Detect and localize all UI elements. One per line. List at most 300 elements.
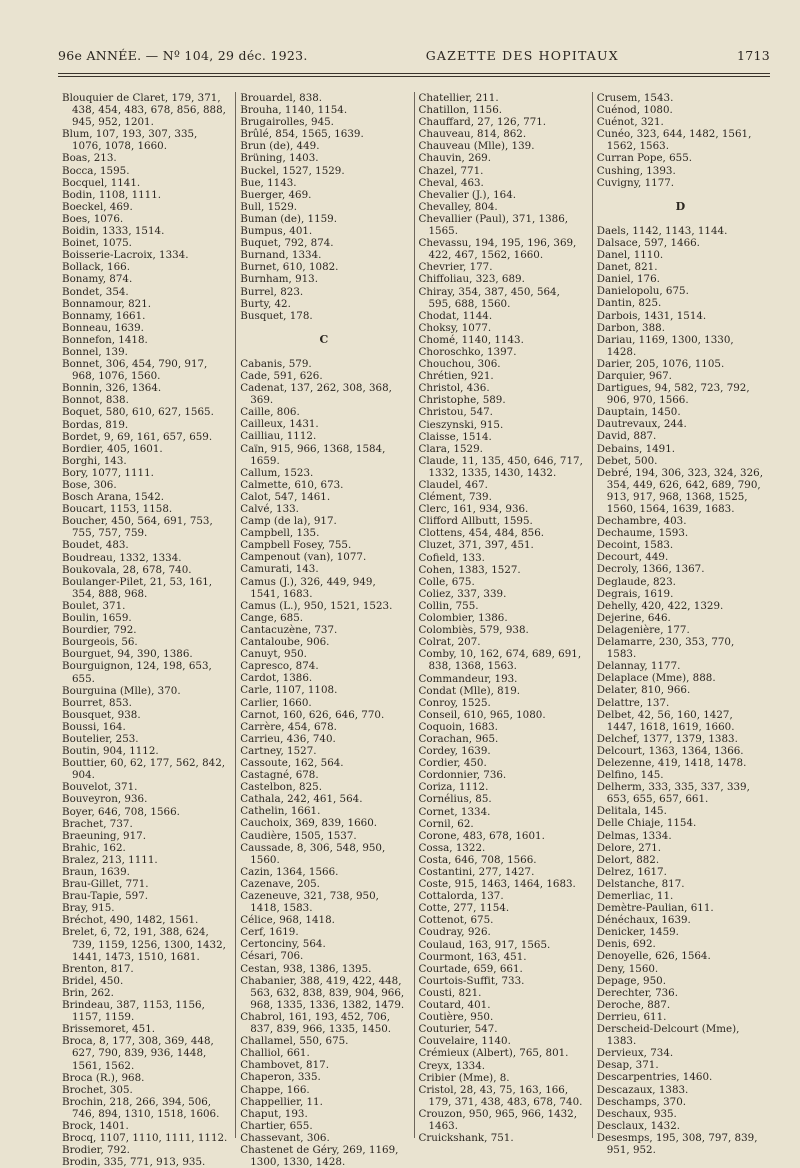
index-entry: Corone, 483, 678, 1601. xyxy=(418,829,545,842)
index-entry: Bridel, 450. xyxy=(62,974,124,987)
index-entry: Coutard, 401. xyxy=(418,999,491,1012)
index-entry: Brochin, 218, 266, 394, 506, 746, 894, 1310, 1518, 1606. xyxy=(62,1095,220,1120)
index-entry: Bonnamy, 1661. xyxy=(62,309,146,322)
page-number: 1713 xyxy=(736,48,770,63)
index-entry: Danielopolu, 675. xyxy=(596,285,689,298)
index-entry: Delort, 882. xyxy=(596,853,660,866)
index-entry: Chevalier (J.), 164. xyxy=(418,188,517,201)
index-entry: Daels, 1142, 1143, 1144. xyxy=(596,224,728,237)
index-entry: Clément, 739. xyxy=(418,491,492,504)
index-entry: Dantin, 825. xyxy=(596,297,662,310)
index-entry: Cornil, 62. xyxy=(418,817,474,830)
index-entry: Brindeau, 387, 1153, 1156, 1157, 1159. xyxy=(62,999,205,1024)
index-entry: Cazin, 1364, 1566. xyxy=(240,865,339,878)
index-entry: Colrat, 207. xyxy=(418,636,481,649)
index-entry: Brenton, 817. xyxy=(62,962,134,975)
index-entry: Boinet, 1075. xyxy=(62,237,132,250)
index-entry: Bocquel, 1141. xyxy=(62,176,141,189)
index-entry: Cribier (Mme), 8. xyxy=(418,1071,510,1084)
index-entry: Cossa, 1322. xyxy=(418,841,486,854)
index-entry: Bonnet, 306, 454, 790, 917, 968, 1076, 1560. xyxy=(62,358,208,383)
index-entry: Chauveau (Mlle), 139. xyxy=(418,140,535,153)
issue-info: 96e ANNÉE. — Nº 104, 29 déc. 1923. xyxy=(58,48,308,63)
index-entry: Boisserie-Lacroix, 1334. xyxy=(62,249,189,262)
index-entry: Brüning, 1403. xyxy=(240,152,319,165)
index-entry: Braun, 1639. xyxy=(62,866,130,878)
index-entry: Dejerine, 646. xyxy=(596,611,671,624)
index-entry: Clifford Allbutt, 1595. xyxy=(418,515,533,528)
index-entry: Courtois-Suffit, 733. xyxy=(418,974,525,987)
index-entry: Brûlé, 854, 1565, 1639. xyxy=(240,128,364,141)
index-entry: Cieszynski, 915. xyxy=(418,418,504,431)
index-entry: Caussade, 8, 306, 548, 950, 1560. xyxy=(240,841,386,866)
index-entry: Chappellier, 11. xyxy=(240,1095,323,1108)
index-entry: Daniel, 176. xyxy=(596,273,660,286)
index-entry: Bourguina (Mlle), 370. xyxy=(62,684,181,697)
index-entry: Campenout (van), 1077. xyxy=(240,551,367,564)
index-entry: Boyer, 646, 708, 1566. xyxy=(62,805,180,818)
index-entry: Chrétien, 921. xyxy=(418,370,494,383)
index-entry: Conseil, 610, 965, 1080. xyxy=(418,708,546,721)
index-entry: Decourt, 449. xyxy=(596,551,669,564)
index-entry: Christophe, 589. xyxy=(418,394,506,407)
index-entry: Bonnefon, 1418. xyxy=(62,333,148,346)
index-entry: Christol, 436. xyxy=(418,382,490,395)
index-entry: Cofield, 133. xyxy=(418,551,485,564)
index-entry: Cazeneuve, 321, 738, 950, 1418, 1583. xyxy=(240,890,379,915)
index-entry: Campbell, 135. xyxy=(240,527,320,540)
index-entry: Buman (de), 1159. xyxy=(240,212,337,225)
index-entry: Chambovet, 817. xyxy=(240,1059,329,1072)
index-entry: Decroly, 1366, 1367. xyxy=(596,563,705,576)
index-entry: Bodin, 1108, 1111. xyxy=(62,188,162,201)
index-entry: Bonnot, 838. xyxy=(62,394,129,407)
section-letter: D xyxy=(675,199,686,213)
index-entry: Chaperon, 335. xyxy=(240,1071,321,1084)
index-entry: Delherm, 333, 335, 337, 339, 653, 655, 657, 661. xyxy=(596,781,750,806)
index-column-2 xyxy=(236,92,414,1168)
index-entry: Chabrol, 161, 193, 452, 706, 837, 839, 966, 1335, 1450. xyxy=(240,1010,392,1036)
index-entry: Bonnin, 326, 1364. xyxy=(62,382,162,395)
index-entry: Delrez, 1617. xyxy=(596,865,667,878)
index-entry: Cade, 591, 626. xyxy=(240,369,323,382)
index-entry: Desesmps, 195, 308, 797, 839, 951, 952. xyxy=(596,1131,758,1156)
index-column-1 xyxy=(58,92,236,1168)
index-entry: Desclaux, 1432. xyxy=(596,1119,681,1132)
index-entry: Cailliau, 1112. xyxy=(240,430,317,443)
index-entry: Capresco, 874. xyxy=(240,660,319,673)
index-entry: Burnham, 913. xyxy=(240,273,319,286)
index-entry: Denoyelle, 626, 1564. xyxy=(596,950,711,963)
index-entry: Bull, 1529. xyxy=(240,200,298,213)
index-entry: Cornélius, 85. xyxy=(418,793,492,806)
index-entry: Dariau, 1169, 1300, 1330, 1428. xyxy=(596,333,734,358)
index-entry: Burrel, 823. xyxy=(240,285,304,298)
index-entry: Cornet, 1334. xyxy=(418,805,491,818)
index-entry: Dénéchaux, 1639. xyxy=(596,914,691,927)
index-entry: Cazenave, 205. xyxy=(240,877,320,890)
index-entry: Coriza, 1112. xyxy=(418,781,489,794)
index-entry: Chouchou, 306. xyxy=(418,358,501,371)
index-entry: Dechambre, 403. xyxy=(596,515,687,528)
index-entry: Braeuning, 917. xyxy=(62,829,146,842)
index-entry: Denis, 692. xyxy=(596,938,656,951)
index-entry: Cushing, 1393. xyxy=(596,164,676,177)
index-entry: Bollack, 166. xyxy=(62,261,130,274)
index-entry: Brun (de), 449. xyxy=(240,140,320,153)
index-entry: Colombier, 1386. xyxy=(418,612,508,625)
index-entry: Boulin, 1659. xyxy=(62,612,132,625)
index-entry: Clottens, 454, 484, 856. xyxy=(418,527,545,540)
index-entry: Chevrier, 177. xyxy=(418,261,493,274)
index-columns xyxy=(58,92,770,1168)
index-entry: Cordier, 450. xyxy=(418,757,487,770)
index-entry: Cuénot, 321. xyxy=(596,116,664,129)
index-entry: Cassoute, 162, 564. xyxy=(240,756,344,769)
index-entry: Choksy, 1077. xyxy=(418,321,492,334)
index-entry: Chastenet de Géry, 269, 1169, 1300, 1330, 1428. xyxy=(240,1143,399,1168)
index-entry: Delannay, 1177. xyxy=(596,660,681,673)
index-entry: Bondet, 354. xyxy=(62,285,129,298)
index-entry: Cardot, 1386. xyxy=(240,672,313,685)
index-entry: Cristol, 28, 43, 75, 163, 166, 179, 371, 438, 483, 678, 740. xyxy=(418,1083,583,1108)
index-entry: Coliez, 337, 339. xyxy=(418,587,507,600)
index-entry: Camurati, 143. xyxy=(240,563,319,576)
index-entry: Conroy, 1525. xyxy=(418,696,491,709)
index-entry: Dervieux, 734. xyxy=(596,1047,674,1060)
index-entry: Buquet, 792, 874. xyxy=(240,237,334,250)
index-entry: Delater, 810, 966. xyxy=(596,684,691,697)
index-entry: Dautrevaux, 244. xyxy=(596,418,687,431)
index-entry: Boucart, 1153, 1158. xyxy=(62,503,173,516)
index-entry: Boquet, 580, 610, 627, 1565. xyxy=(62,406,214,419)
header-rule xyxy=(58,73,770,74)
index-entry: Crémieux (Albert), 765, 801. xyxy=(418,1047,569,1060)
index-entry: Chevallier (Paul), 371, 1386, 1565. xyxy=(418,212,569,238)
index-entry: Cheval, 463. xyxy=(418,176,484,189)
index-entry: Camus (L.), 950, 1521, 1523. xyxy=(240,599,393,612)
index-entry: Cousti, 821. xyxy=(418,986,482,999)
index-entry: Chauvin, 269. xyxy=(418,152,491,165)
index-entry: Dechaume, 1593. xyxy=(596,527,689,540)
index-entry: Calot, 547, 1461. xyxy=(240,490,331,503)
index-entry: Bourguignon, 124, 198, 653, 655. xyxy=(62,660,212,685)
index-entry: Boeckel, 469. xyxy=(62,200,133,213)
index-entry: Costa, 646, 708, 1566. xyxy=(418,853,537,866)
index-entry: Burnand, 1334. xyxy=(240,249,322,262)
index-entry: Chazel, 771. xyxy=(418,164,484,177)
index-entry: Brin, 262. xyxy=(62,986,114,999)
index-entry: Cottalorda, 137. xyxy=(418,890,504,903)
index-entry: Bordet, 9, 69, 161, 657, 659. xyxy=(62,430,213,443)
index-entry: Bouttier, 60, 62, 177, 562, 842, 904. xyxy=(62,757,226,782)
index-entry: Coulaud, 163, 917, 1565. xyxy=(418,938,551,951)
index-entry: Cruickshank, 751. xyxy=(418,1132,514,1145)
index-entry: Césari, 706. xyxy=(240,950,304,963)
index-entry: Darquier, 967. xyxy=(596,369,672,382)
index-entry: Brocq, 1107, 1110, 1111, 1112. xyxy=(62,1132,228,1145)
index-entry: Brodin, 335, 771, 913, 935. xyxy=(62,1156,206,1168)
index-entry: Brochet, 305. xyxy=(62,1083,133,1096)
index-entry: Darbon, 388. xyxy=(596,321,665,334)
index-entry: Challiol, 661. xyxy=(240,1047,310,1060)
index-entry: Bue, 1143. xyxy=(240,176,297,189)
index-entry: Cadenat, 137, 262, 308, 368, 369. xyxy=(240,382,392,407)
index-entry: Buerger, 469. xyxy=(240,188,312,201)
index-entry: Brock, 1401. xyxy=(62,1119,129,1132)
index-entry: Debet, 500. xyxy=(596,454,658,467)
index-entry: Courtade, 659, 661. xyxy=(418,962,523,975)
index-entry: Boucher, 450, 564, 691, 753, 755, 757, 759. xyxy=(62,515,213,540)
header-rule-thin xyxy=(58,76,770,77)
index-entry: Burnet, 610, 1082. xyxy=(240,261,339,274)
index-entry: Coste, 915, 1463, 1464, 1683. xyxy=(418,878,576,891)
index-entry: Carrère, 454, 678. xyxy=(240,720,337,733)
index-entry: Deny, 1560. xyxy=(596,962,659,975)
index-entry: Carnot, 160, 626, 646, 770. xyxy=(240,708,385,721)
index-entry: Delfino, 145. xyxy=(596,769,664,782)
index-entry: Deschamps, 370. xyxy=(596,1095,687,1108)
index-entry: Boidin, 1333, 1514. xyxy=(62,225,165,238)
index-entry: Demètre-Paulian, 611. xyxy=(596,902,714,915)
index-entry: Delamarre, 230, 353, 770, 1583. xyxy=(596,636,735,661)
index-entry: Choroschko, 1397. xyxy=(418,345,517,358)
index-entry: Broca, 8, 177, 308, 369, 448, 627, 790, 839, 936, 1448, 1561, 1562. xyxy=(62,1035,214,1072)
index-entry: Castelbon, 825. xyxy=(240,781,322,794)
index-entry: Delbet, 42, 56, 160, 1427, 1447, 1618, 1619, 1660. xyxy=(596,708,735,733)
index-entry: Cauchoix, 369, 839, 1660. xyxy=(240,817,378,830)
index-entry: Boulanger-Pilet, 21, 53, 161, 354, 888, 968. xyxy=(62,575,213,600)
index-entry: Cordey, 1639. xyxy=(418,745,491,758)
index-entry: Carle, 1107, 1108. xyxy=(240,684,338,697)
index-entry: Claudel, 467. xyxy=(418,479,488,491)
index-entry: Cange, 685. xyxy=(240,611,304,624)
index-entry: Brissemoret, 451. xyxy=(62,1023,156,1036)
index-entry: Decoint, 1583. xyxy=(596,539,674,552)
index-entry: Chaput, 193. xyxy=(240,1107,308,1120)
index-entry: Bourdier, 792. xyxy=(62,624,137,637)
index-entry: Cantacuzène, 737. xyxy=(240,623,338,636)
index-entry: Commandeur, 193. xyxy=(418,672,518,685)
index-entry: Bourguet, 94, 390, 1386. xyxy=(62,648,193,661)
index-entry: Chomé, 1140, 1143. xyxy=(418,333,524,346)
index-entry: Brau-Gillet, 771. xyxy=(62,878,149,891)
index-entry: Blum, 107, 193, 307, 335, 1076, 1078, 1660. xyxy=(62,128,198,153)
index-entry: Cestan, 938, 1386, 1395. xyxy=(240,962,372,975)
index-entry: Costantini, 277, 1427. xyxy=(418,866,535,878)
index-entry: Brahic, 162. xyxy=(62,841,126,854)
index-entry: Cunéo, 323, 644, 1482, 1561, 1562, 1563. xyxy=(596,128,752,153)
index-entry: Delore, 271. xyxy=(596,841,662,854)
index-entry: Derechter, 736. xyxy=(596,986,679,999)
index-entry: Dauptain, 1450. xyxy=(596,406,681,419)
index-entry: Deroche, 887. xyxy=(596,998,671,1011)
index-entry: Derscheid-Delcourt (Mme), 1383. xyxy=(596,1023,740,1048)
index-entry: Brodier, 792. xyxy=(62,1144,130,1157)
index-entry: Bréchot, 490, 1482, 1561. xyxy=(62,914,199,927)
index-entry: Darier, 205, 1076, 1105. xyxy=(596,357,725,370)
index-entry: Crusem, 1543. xyxy=(596,92,674,104)
index-entry: Cathelin, 1661. xyxy=(240,805,321,818)
index-entry: Bocca, 1595. xyxy=(62,164,130,177)
index-entry: Bralez, 213, 1111. xyxy=(62,853,158,866)
index-entry: Cotte, 277, 1154. xyxy=(418,902,510,915)
index-entry: Coutière, 950. xyxy=(418,1011,494,1024)
index-entry: Comby, 10, 162, 674, 689, 691, 838, 1368, 1563. xyxy=(418,648,582,673)
index-entry: Cabanis, 579. xyxy=(240,357,312,370)
index-entry: Delmas, 1334. xyxy=(596,829,672,842)
index-entry: Burty, 42. xyxy=(240,297,291,310)
index-entry: Bouvelot, 371. xyxy=(62,781,138,794)
index-entry: Boutelier, 253. xyxy=(62,732,139,745)
index-entry: Denicker, 1459. xyxy=(596,926,679,939)
index-entry: Busquet, 178. xyxy=(240,309,313,322)
index-entry: Brouardel, 838. xyxy=(240,92,323,104)
index-entry: Bonneau, 1639. xyxy=(62,321,144,334)
index-entry: Buckel, 1527, 1529. xyxy=(240,164,345,177)
index-entry: Bosch Arana, 1542. xyxy=(62,491,165,504)
index-entry: Debré, 194, 306, 323, 324, 326, 354, 449, 626, 642, 689, 790, 913, 917, 968, 1368, 1525, 1560, 1564, 1639, 1683. xyxy=(596,466,763,515)
index-entry: Derrieu, 611. xyxy=(596,1010,667,1023)
index-entry: Delcourt, 1363, 1364, 1366. xyxy=(596,744,744,757)
index-entry: Corachan, 965. xyxy=(418,732,499,745)
index-entry: Bousquet, 938. xyxy=(62,708,141,721)
index-entry: Blouquier de Claret, 179, 371, 438, 454, 483, 678, 856, 888, 945, 952, 1201. xyxy=(62,92,226,129)
index-entry: Chauffard, 27, 126, 771. xyxy=(418,116,547,129)
index-entry: Debains, 1491. xyxy=(596,442,676,455)
index-entry: Demerliac, 11. xyxy=(596,890,674,902)
index-entry: Bordier, 405, 1601. xyxy=(62,442,163,455)
index-entry: Boussi, 164. xyxy=(62,720,126,733)
index-entry: Célice, 968, 1418. xyxy=(240,914,335,927)
index-entry: Chevassu, 194, 195, 196, 369, 422, 467, 1562, 1660. xyxy=(418,237,577,262)
index-entry: Chappe, 166. xyxy=(240,1083,310,1096)
index-entry: Cordonnier, 736. xyxy=(418,769,507,782)
index-entry: Cantaloube, 906. xyxy=(240,636,330,649)
index-entry: Danet, 821. xyxy=(596,261,658,274)
index-entry: Chevalley, 804. xyxy=(418,200,498,213)
index-entry: Depage, 950. xyxy=(596,974,666,987)
index-entry: Caudière, 1505, 1537. xyxy=(240,829,357,842)
index-entry: Cohen, 1383, 1527. xyxy=(418,563,521,576)
index-entry: David, 887. xyxy=(596,430,657,443)
index-entry: Callum, 1523. xyxy=(240,466,314,479)
index-entry: Boudet, 483. xyxy=(62,539,129,552)
index-column-3 xyxy=(415,92,593,1145)
index-entry: Cerf, 1619. xyxy=(240,926,299,939)
index-entry: Bumpus, 401. xyxy=(240,225,313,238)
index-entry: Bonnel, 139. xyxy=(62,345,128,358)
index-entry: Chartier, 655. xyxy=(240,1119,313,1132)
index-entry: Dartigues, 94, 582, 723, 792, 906, 970, 1566. xyxy=(596,382,750,407)
index-entry: Delezenne, 419, 1418, 1478. xyxy=(596,756,747,769)
index-entry: Bray, 915. xyxy=(62,902,115,915)
index-entry: Boes, 1076. xyxy=(62,212,124,225)
index-entry: Degrais, 1619. xyxy=(596,587,674,600)
index-entry: Courmont, 163, 451. xyxy=(418,950,527,963)
index-entry: Cuvigny, 1177. xyxy=(596,176,675,189)
index-entry: Borghi, 143. xyxy=(62,454,127,467)
index-entry: Bonamy, 874. xyxy=(62,273,133,286)
section-letter: C xyxy=(319,332,329,346)
index-entry: Bourret, 853. xyxy=(62,696,132,709)
index-entry: Chatillon, 1156. xyxy=(418,104,503,117)
index-entry: Clerc, 161, 934, 936. xyxy=(418,503,529,516)
index-entry: Brugairolles, 945. xyxy=(240,116,334,129)
index-entry: Cathala, 242, 461, 564. xyxy=(240,793,363,806)
index-entry: Delle Chiaje, 1154. xyxy=(596,817,697,830)
index-entry: Clara, 1529. xyxy=(418,442,483,455)
index-entry: Bonnamour, 821. xyxy=(62,297,152,310)
index-entry: Boas, 213. xyxy=(62,152,117,165)
index-entry: Colle, 675. xyxy=(418,575,475,588)
index-entry: Desap, 371. xyxy=(596,1059,659,1072)
index-entry: Cartney, 1527. xyxy=(240,744,317,757)
index-entry: Coudray, 926. xyxy=(418,926,491,939)
index-entry: Delattre, 137. xyxy=(596,696,670,709)
index-entry: Curran Pope, 655. xyxy=(596,152,693,165)
index-entry: Bouveyron, 936. xyxy=(62,793,148,806)
index-entry: Crouzon, 950, 965, 966, 1432, 1463. xyxy=(418,1107,578,1132)
index-entry: Bourgeois, 56. xyxy=(62,636,138,649)
index-entry: Dehelly, 420, 422, 1329. xyxy=(596,599,724,612)
index-entry: Delitala, 145. xyxy=(596,805,667,818)
index-entry: Campbell Fosey, 755. xyxy=(240,539,352,552)
index-entry: Bory, 1077, 1111. xyxy=(62,466,154,479)
index-entry: Carlier, 1660. xyxy=(240,696,312,709)
index-entry: Castagné, 678. xyxy=(240,769,319,782)
index-entry: Deschaux, 935. xyxy=(596,1107,677,1120)
index-entry: Boulet, 371. xyxy=(62,599,126,612)
index-entry: Darbois, 1431, 1514. xyxy=(596,309,707,322)
index-entry: Delstanche, 817. xyxy=(596,877,685,890)
index-entry: Brachet, 737. xyxy=(62,817,133,830)
index-entry: Chabanier, 388, 419, 422, 448, 563, 632, 838, 839, 904, 966, 968, 1335, 1336, 1382, 1479. xyxy=(240,974,405,1011)
index-entry: Chiffoliau, 323, 689. xyxy=(418,273,525,286)
index-entry: Boudreau, 1332, 1334. xyxy=(62,551,182,564)
index-entry: Couturier, 547. xyxy=(418,1023,498,1036)
index-entry: Deglaude, 823. xyxy=(596,575,676,588)
index-entry: Chatellier, 211. xyxy=(418,92,499,104)
index-entry: Collin, 755. xyxy=(418,599,479,612)
index-entry: Calvé, 133. xyxy=(240,503,299,515)
index-entry: Dalsace, 597, 1466. xyxy=(596,236,700,249)
index-entry: Boutin, 904, 1112. xyxy=(62,745,159,758)
index-entry: Chauveau, 814, 862. xyxy=(418,128,527,141)
index-entry: Descarpentries, 1460. xyxy=(596,1071,713,1084)
index-entry: Caille, 806. xyxy=(240,406,300,419)
index-entry: Cuénod, 1080. xyxy=(596,104,673,117)
index-entry: Claisse, 1514. xyxy=(418,430,492,443)
index-entry: Cailleux, 1431. xyxy=(240,418,319,431)
index-entry: Creyx, 1334. xyxy=(418,1059,486,1072)
index-entry: Condat (Mlle), 819. xyxy=(418,684,521,697)
index-entry: Coquoin, 1683. xyxy=(418,720,498,733)
index-entry: Delaplace (Mme), 888. xyxy=(596,672,716,685)
index-entry: Boukovala, 28, 678, 740. xyxy=(62,563,192,576)
index-entry: Caïn, 915, 966, 1368, 1584, 1659. xyxy=(240,442,386,467)
index-entry: Descazaux, 1383. xyxy=(596,1083,689,1096)
index-entry: Danel, 1110. xyxy=(596,249,664,262)
page-header xyxy=(58,48,770,72)
index-entry: Carrieu, 436, 740. xyxy=(240,732,336,745)
index-entry: Camus (J.), 326, 449, 949, 1541, 1683. xyxy=(240,575,376,600)
index-entry: Bose, 306. xyxy=(62,479,117,491)
index-entry: Camp (de la), 917. xyxy=(240,515,337,528)
index-entry: Claude, 11, 135, 450, 646, 717, 1332, 1335, 1430, 1432. xyxy=(418,454,583,479)
index-entry: Brau-Tapie, 597. xyxy=(62,890,149,903)
index-entry: Brouha, 1140, 1154. xyxy=(240,104,348,117)
